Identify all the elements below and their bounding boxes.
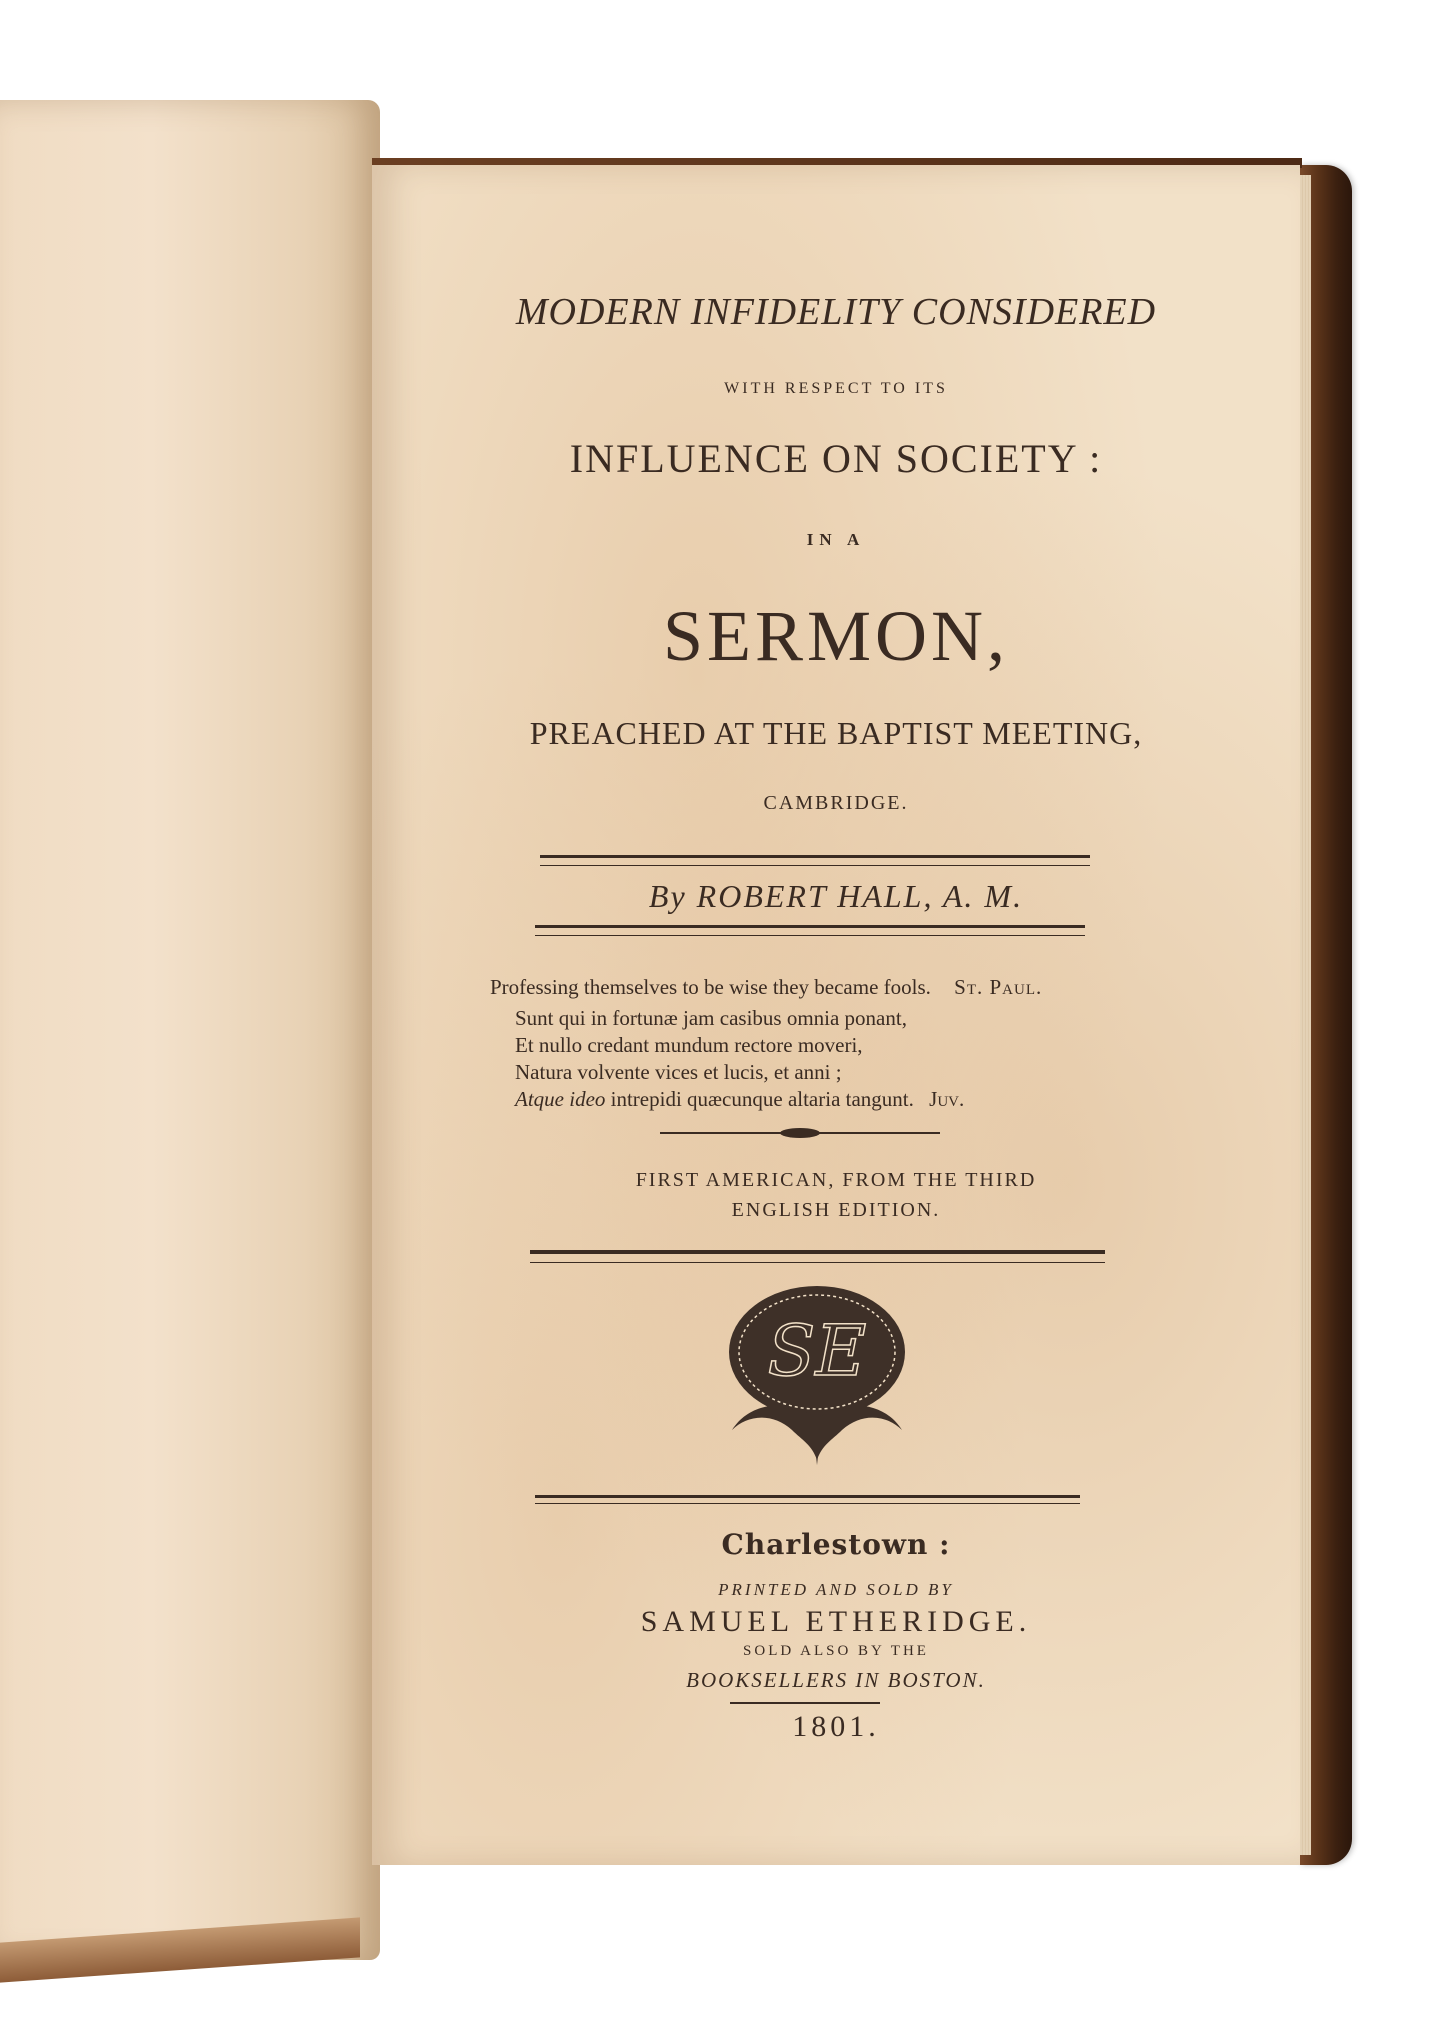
- rule-below-device: [535, 1495, 1080, 1504]
- latin-epigraph: [515, 1005, 1215, 1113]
- epigraph-source: St. Paul.: [954, 975, 1043, 999]
- latin-line-1: Sunt qui in fortunæ jam casibus omnia ponant,: [515, 1006, 907, 1030]
- rule-below-author: [535, 925, 1085, 936]
- left-page: [0, 100, 380, 1960]
- title-line-4: IN A: [806, 530, 866, 549]
- device-monogram: SE: [767, 1310, 867, 1392]
- imprint-printed-by: PRINTED AND SOLD BY: [718, 1580, 954, 1599]
- imprint-sold-also: SOLD ALSO BY THE: [743, 1643, 929, 1659]
- imprint-booksellers: BOOKSELLERS IN BOSTON.: [686, 1668, 986, 1692]
- imprint-printer: SAMUEL ETHERIDGE.: [640, 1605, 1032, 1638]
- rule-above-author: [540, 855, 1090, 866]
- latin-source: Juv.: [929, 1087, 965, 1111]
- rule-above-device: [530, 1250, 1105, 1263]
- latin-line-3: Natura volvente vices et lucis, et anni ;: [515, 1060, 842, 1084]
- imprint-year: 1801.: [792, 1710, 880, 1743]
- epigraph-text: Professing themselves to be wise they became fools.: [490, 975, 931, 999]
- rule-above-year: [730, 1702, 880, 1704]
- printers-device-icon: [712, 1280, 922, 1470]
- edition-line-2: ENGLISH EDITION.: [731, 1199, 941, 1221]
- title-line-3: INFLUENCE ON SOCIETY :: [569, 436, 1103, 481]
- edition-line-1: FIRST AMERICAN, FROM THE THIRD: [635, 1169, 1037, 1191]
- latin-line-4: [515, 1086, 1215, 1113]
- latin-italic: Atque ideo: [515, 1087, 606, 1111]
- latin-rest: intrepidi quæcunque altaria tangunt.: [610, 1087, 914, 1111]
- ornament-rule: [660, 1132, 940, 1134]
- latin-line-2: Et nullo credant mundum rectore moveri,: [515, 1033, 863, 1057]
- edition: [372, 1165, 1300, 1225]
- title-line-2: WITH RESPECT TO ITS: [724, 380, 948, 397]
- epigraph-line-1: [490, 975, 1230, 1000]
- title-line-7: CAMBRIDGE.: [763, 792, 909, 814]
- title-line-6: PREACHED AT THE BAPTIST MEETING,: [529, 715, 1143, 751]
- author-line: By ROBERT HALL, A. M.: [648, 878, 1024, 914]
- title-sermon: SERMON,: [662, 596, 1010, 676]
- imprint-place: Charlestown :: [721, 1528, 951, 1561]
- title-line-1: MODERN INFIDELITY CONSIDERED: [515, 291, 1157, 333]
